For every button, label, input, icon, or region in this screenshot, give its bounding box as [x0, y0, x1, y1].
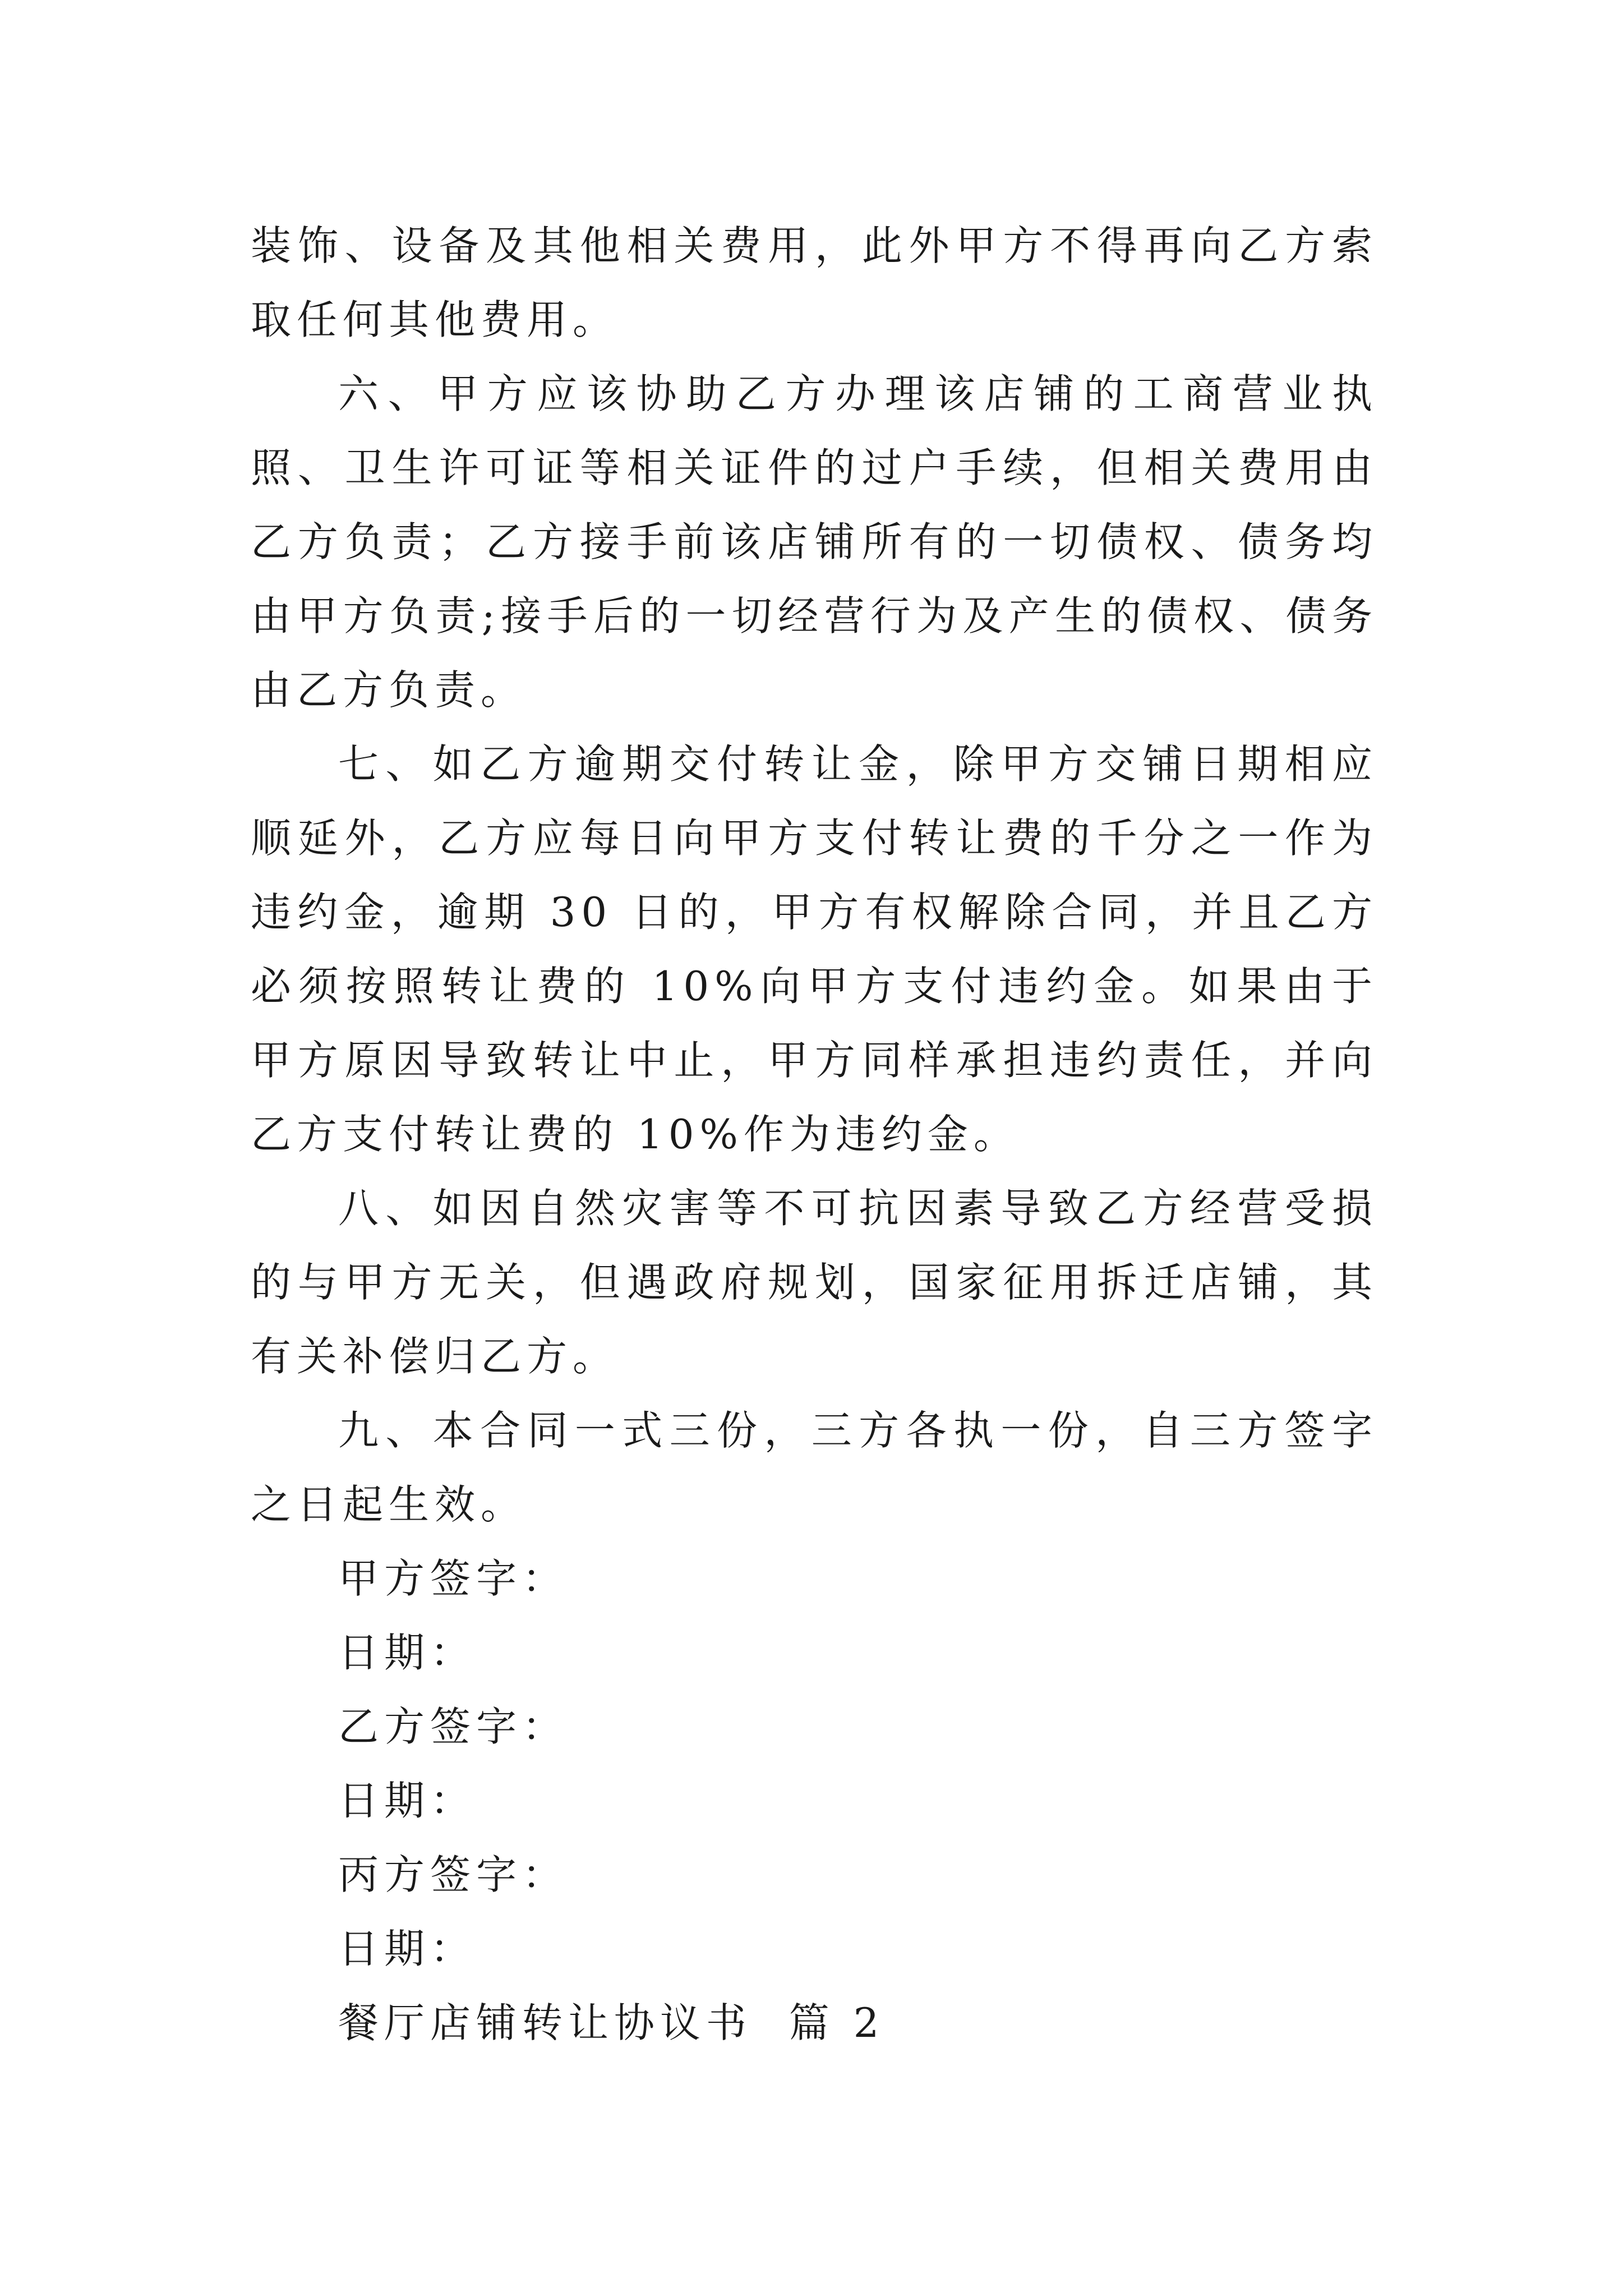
next-section-heading: 餐厅店铺转让协议书 篇 2	[338, 1999, 885, 2046]
party-a-signature-label: 甲方签字：	[338, 1555, 569, 1602]
paragraph-9: 九、本合同一式三份，三方各执一份，自三方签字之日起生效。	[251, 1407, 1378, 1528]
party-b-date-label: 日期：	[338, 1777, 477, 1824]
document-body	[251, 209, 1378, 2060]
paragraph-7: 七、如乙方逾期交付转让金，除甲方交铺日期相应顺延外，乙方应每日向甲方支付转让费的千分之一作为违约金，逾期 30 日的，甲方有权解除合同，并且乙方必须按照转让费的 10%向甲方支付违约金。如果由于甲方原因导致转让中止，甲方同样承担违约责任，并向乙方支付转让费的 10%作为违约金。	[251, 740, 1378, 1158]
party-c-date-label: 日期：	[338, 1925, 477, 1972]
paragraph-5-continuation: 装饰、设备及其他相关费用，此外甲方不得再向乙方索取任何其他费用。	[251, 222, 1378, 343]
paragraph-6: 六、甲方应该协助乙方办理该店铺的工商营业执照、卫生许可证等相关证件的过户手续，但相关费用由乙方负责；乙方接手前该店铺所有的一切债权、债务均由甲方负责;接手后的一切经营行为及产生的债权、债务由乙方负责。	[251, 370, 1378, 714]
party-b-signature-label: 乙方签字：	[338, 1703, 569, 1750]
party-c-signature-label: 丙方签字：	[338, 1851, 569, 1898]
party-a-date-label: 日期：	[338, 1629, 477, 1676]
paragraph-8: 八、如因自然灾害等不可抗因素导致乙方经营受损的与甲方无关，但遇政府规划，国家征用拆迁店铺，其有关补偿归乙方。	[251, 1185, 1378, 1380]
